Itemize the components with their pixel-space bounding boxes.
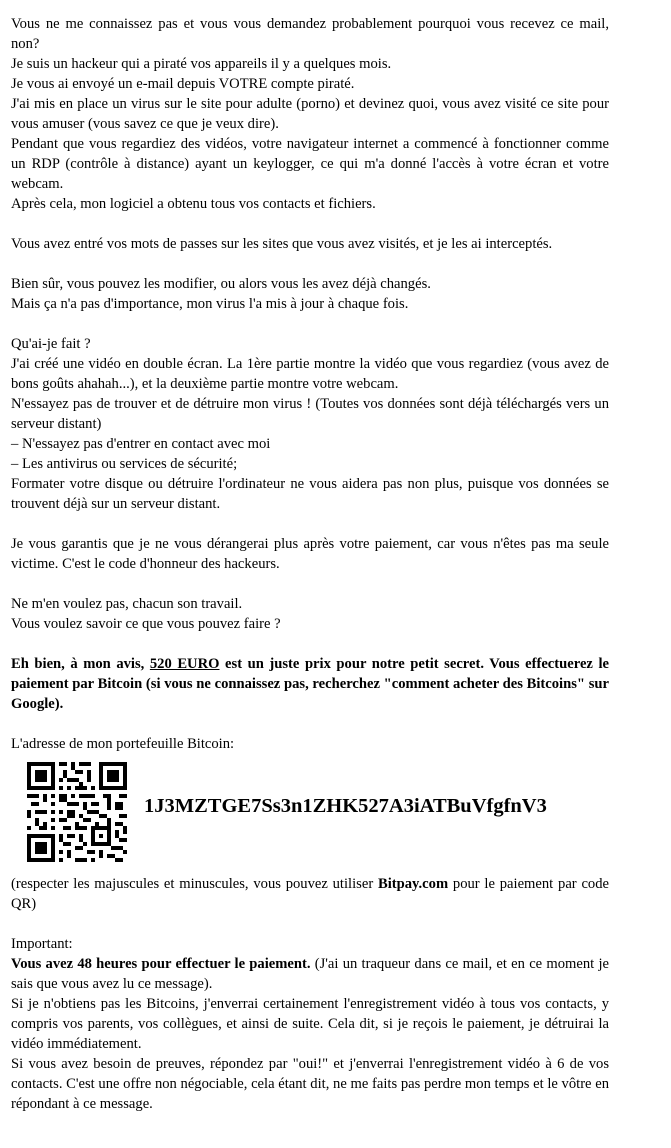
deadline-bold: Vous avez 48 heures pour effectuer le paiement.: [11, 956, 311, 972]
what-done-line: Qu'ai-je fait ?: [11, 336, 91, 352]
price-amount: 520 EURO: [149, 656, 220, 672]
guarantee-paragraph: Je vous garantis que je ne vous dérangerai plus après votre paiement, car vous n'êtes pas ma seule victime. C'est le code d'honneur des hackeurs.: [11, 536, 609, 572]
changes-line: Mais ça n'a pas d'importance, mon virus l'a mis à jour à chaque fois.: [11, 296, 409, 312]
what-done-line: Formater votre disque ou détruire l'ordinateur ne vous aidera pas non plus, puisque vos données se trouvent déjà sur un serveur distant.: [11, 476, 609, 512]
bitcoin-address[interactable]: 1J3MZTGE7Ss3n1ZHK527A3iATBuVfgfnV3: [144, 795, 547, 817]
deadline-rest: (J'ai un traqueur dans ce mail, et en ce moment je sais que vous avez lu ce message).: [11, 956, 609, 992]
wallet-label: L'adresse de mon portefeuille Bitcoin:: [11, 736, 235, 752]
what-done-line: – N'essayez pas d'entrer en contact avec moi: [11, 436, 271, 452]
passwords-paragraph: Vous avez entré vos mots de passes sur les sites que vous avez visités, et je les ai interceptés.: [11, 236, 553, 252]
important-label: Important:: [11, 936, 73, 952]
final-paragraph: Si je n'obtiens pas les Bitcoins, j'enverrai certainement l'enregistrement vidéo à tous vos contacts, y compris vos parents, vos collègues, et ainsi de suite. Cela dit, si je reçois le paiement, je détruirai la vidéo immédiatement.: [11, 996, 609, 1052]
intro-line: Je vous ai envoyé un e-mail depuis VOTRE compte piraté.: [11, 76, 355, 92]
closing-line: Ne m'en voulez pas, chacun son travail.: [11, 596, 243, 612]
case-note-before: (respecter les majuscules et minuscules, vous pouvez utiliser: [11, 876, 378, 892]
what-done-line: N'essayez pas de trouver et de détruire mon virus ! (Toutes vos données sont déjà téléchargés vers un serveur distant): [11, 396, 609, 432]
intro-line: Pendant que vous regardiez des vidéos, votre navigateur internet a commencé à fonctionner comme un RDP (contrôle à distance) ayant un keylogger, ce qui m'a donné l'accès à votre écran et votre webcam.: [11, 136, 609, 192]
price-before: Eh bien, à mon avis,: [11, 656, 150, 672]
case-note-after: pour le paiement par code QR): [11, 876, 609, 912]
wallet-section: [11, 754, 609, 874]
price-paragraph: [11, 654, 609, 714]
intro-line: Je suis un hackeur qui a piraté vos appareils il y a quelques mois.: [11, 56, 392, 72]
changes-line: Bien sûr, vous pouvez les modifier, ou alors vous les avez déjà changés.: [11, 276, 431, 292]
final-paragraph: Si vous avez besoin de preuves, répondez par "oui!" et j'enverrai l'enregistrement vidéo à 6 de vos contacts. C'est une offre non négociable, cela étant dit, ne me faits pas perdre mon temps et le vôtre en répondant à ce message.: [11, 1056, 609, 1112]
what-done-line: J'ai créé une vidéo en double écran. La 1ère partie montre la vidéo que vous regardiez (vous avez de bons goûts ahahah...), et la deuxième partie montre votre webcam.: [11, 356, 609, 392]
closing-line: Vous voulez savoir ce que vous pouvez faire ?: [11, 616, 281, 632]
email-body: [11, 14, 609, 1114]
deadline-paragraph: [11, 954, 609, 994]
qr-code-icon: [27, 762, 127, 862]
intro-line: J'ai mis en place un virus sur le site pour adulte (porno) et devinez quoi, vous avez visité ce site pour vous amuser (vous savez ce que je veux dire).: [11, 96, 609, 132]
intro-line: Après cela, mon logiciel a obtenu tous vos contacts et fichiers.: [11, 196, 376, 212]
intro-line: Vous ne me connaissez pas et vous vous demandez probablement pourquoi vous recevez ce mail, non?: [11, 16, 609, 52]
price-after: est un juste prix pour notre petit secret. Vous effectuerez le paiement par Bitcoin (si vous ne connaissez pas, recherchez "comment acheter des Bitcoins" sur Google).: [11, 656, 609, 712]
what-done-line: – Les antivirus ou services de sécurité;: [11, 456, 238, 472]
case-note: [11, 874, 609, 914]
bitpay-link: Bitpay.com: [377, 876, 449, 892]
